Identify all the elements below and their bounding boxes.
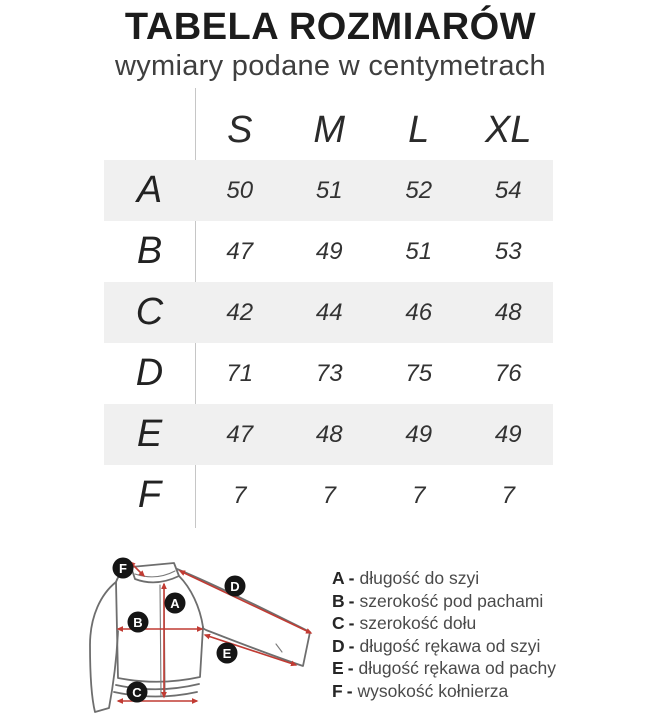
row-label: C [135,291,164,333]
legend-separator: - [348,613,355,634]
table-cell: 50 [226,176,254,204]
table-cell: 53 [494,237,522,265]
table-row-b [104,221,553,282]
page-title: TABELA ROZMIARÓW [124,6,537,48]
legend-separator: - [347,658,354,679]
table-cell: 48 [315,420,343,448]
column-header-l: L [408,108,430,151]
legend-text: długość do szyi [359,568,480,588]
legend-letter: C [332,613,345,634]
table-cell: 7 [233,481,247,509]
row-label: F [137,474,162,516]
svg-text:E: E [222,646,232,661]
table-cell: 75 [405,359,433,387]
row-label: B [136,230,163,272]
legend-text: długość rękawa od szyi [359,635,541,656]
table-cell: 76 [494,359,522,387]
table-cell: 42 [226,298,254,326]
legend-letter: F [332,680,343,701]
legend-item-a [332,567,592,590]
table-cell: 54 [494,176,522,204]
marker-b-badge [128,612,149,633]
marker-e-badge [217,643,238,664]
legend-item-b [332,590,592,613]
legend-item-e [332,657,592,680]
table-cell: 51 [315,176,343,204]
page-subtitle: wymiary podane w centymetrach [115,50,546,82]
column-header-s: S [227,108,253,151]
legend-text: wysokość kołnierza [357,680,509,701]
legend-letter: E [332,658,344,679]
svg-text:A: A [170,596,180,611]
legend-separator: - [346,680,353,701]
table-cell: 52 [405,176,433,204]
table-cell: 49 [494,420,522,448]
row-label: D [135,352,164,394]
table-row-a [104,160,553,221]
legend-letter: D [332,635,345,656]
table-row-c [104,282,553,343]
marker-c-badge [127,682,148,703]
table-cell: 7 [322,481,336,509]
row-label: A [136,169,163,211]
legend-separator: - [348,635,355,656]
measure-d-line [180,571,311,633]
table-row-f [104,465,553,526]
table-cell: 7 [501,481,515,509]
table-row-d [104,343,553,404]
legend-separator: - [348,568,355,588]
table-cell: 7 [412,481,426,509]
table-header-row [104,100,553,160]
table-cell: 47 [226,237,254,265]
table-row-e [104,404,553,465]
table-cell: 44 [315,298,343,326]
table-cell: 71 [226,359,254,387]
legend-letter: B [332,590,345,611]
legend-item-f [332,680,592,703]
table-cell: 47 [226,420,254,448]
legend-letter: A [332,568,345,588]
table-cell: 73 [315,359,343,387]
table-cell: 51 [405,237,433,265]
svg-text:B: B [133,615,143,630]
svg-text:F: F [119,561,127,576]
svg-text:C: C [132,685,142,700]
jacket-outline-icon [90,563,310,712]
table-cell: 48 [494,298,522,326]
column-header-xl: XL [485,108,532,151]
marker-f-badge [113,558,134,579]
legend-separator: - [348,590,355,611]
row-label: E [136,413,163,455]
legend-item-d [332,635,592,658]
legend-text: szerokość pod pachami [359,590,544,611]
marker-d-badge [225,576,246,597]
jacket-measurement-diagram [60,545,330,715]
marker-a-badge [165,593,186,614]
legend-text: szerokość dołu [359,613,477,634]
table-cell: 49 [315,237,343,265]
page-header [0,4,661,83]
legend-item-c [332,612,592,635]
measurement-legend [332,567,592,703]
column-header-m: M [313,108,346,151]
size-table [104,100,553,526]
svg-text:D: D [230,579,240,594]
table-cell: 46 [405,298,433,326]
legend-text: długość rękawa od pachy [358,658,556,679]
table-cell: 49 [405,420,433,448]
